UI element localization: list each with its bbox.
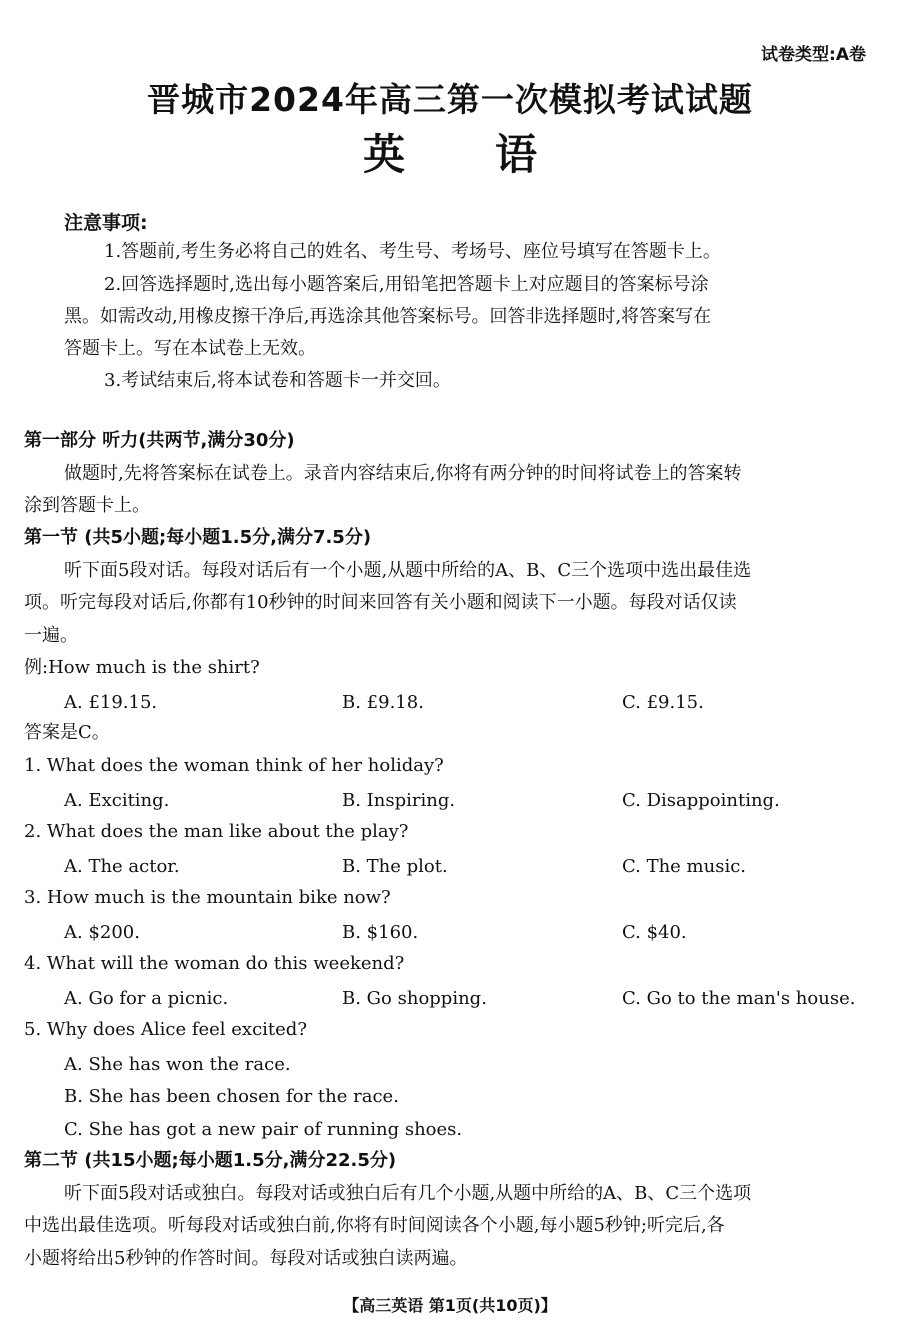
question-4-option-c: C. Go to the man's house. [622,988,856,1009]
question-5-option-a: A. She has won the race. [64,1054,291,1075]
notice-item-3: 3.考试结束后,将本试卷和答题卡一并交回。 [104,370,451,391]
question-2-option-b: B. The plot. [342,856,448,877]
question-5-option-b: B. She has been chosen for the race. [64,1086,399,1107]
question-4-option-a: A. Go for a picnic. [64,988,229,1009]
notice-item-1: 1.答题前,考生务必将自己的姓名、考生号、考场号、座位号填写在答题卡上。 [104,241,721,262]
question-2-option-a: A. The actor. [64,856,180,877]
question-4-option-b: B. Go shopping. [342,988,487,1009]
section1-heading: 第一节 (共5小题;每小题1.5分,满分7.5分) [24,527,372,548]
page-footer: 【高三英语 第1页(共10页)】 [343,1296,557,1315]
question-3-option-b: B. $160. [342,922,419,943]
section1-intro-line-3: 一遍。 [24,625,78,646]
notice-heading: 注意事项: [64,212,148,234]
question-3: 3. How much is the mountain bike now? [24,887,391,908]
question-1: 1. What does the woman think of her holiday? [24,755,444,776]
notice-item-2-line-1: 2.回答选择题时,选出每小题答案后,用铅笔把答题卡上对应题目的答案标号涂 [104,274,709,295]
notice-item-2-line-2: 黑。如需改动,用橡皮擦干净后,再选涂其他答案标号。回答非选择题时,将答案写在 [64,306,712,327]
exam-title: 晋城市2024年高三第一次模拟考试试题 [147,80,753,119]
question-3-option-c: C. $40. [622,922,687,943]
section2-intro-line-3: 小题将给出5秒钟的作答时间。每段对话或独白读两遍。 [24,1248,468,1269]
question-2-option-c: C. The music. [622,856,747,877]
question-4: 4. What will the woman do this weekend? [24,953,405,974]
part1-heading: 第一部分 听力(共两节,满分30分) [24,430,295,451]
question-5-option-c: C. She has got a new pair of running shoes. [64,1119,463,1140]
example-option-c: C. £9.15. [622,692,704,713]
part1-intro-line-1: 做题时,先将答案标在试卷上。录音内容结束后,你将有两分钟的时间将试卷上的答案转 [64,463,742,484]
section2-heading: 第二节 (共15小题;每小题1.5分,满分22.5分) [24,1150,397,1171]
example-answer: 答案是C。 [24,722,110,743]
section2-intro-line-1: 听下面5段对话或独白。每段对话或独白后有几个小题,从题中所给的A、B、C三个选项 [64,1183,752,1204]
notice-item-2-line-3: 答题卡上。写在本试卷上无效。 [64,338,316,359]
example-question: 例:How much is the shirt? [24,657,260,678]
question-1-option-a: A. Exciting. [64,790,170,811]
section1-intro-line-1: 听下面5段对话。每段对话后有一个小题,从题中所给的A、B、C三个选项中选出最佳选 [64,560,752,581]
question-1-option-b: B. Inspiring. [342,790,456,811]
example-option-a: A. £19.15. [64,692,158,713]
question-5: 5. Why does Alice feel excited? [24,1019,307,1040]
paper-type-label: 试卷类型:A卷 [761,45,866,65]
section1-intro-line-2: 项。听完每段对话后,你都有10秒钟的时间来回答有关小题和阅读下一小题。每段对话仅读 [24,592,737,613]
example-option-b: B. £9.18. [342,692,424,713]
exam-subject: 英语 [362,130,627,179]
question-2: 2. What does the man like about the play? [24,821,409,842]
question-3-option-a: A. $200. [64,922,140,943]
question-1-option-c: C. Disappointing. [622,790,780,811]
section2-intro-line-2: 中选出最佳选项。听每段对话或独白前,你将有时间阅读各个小题,每小题5秒钟;听完后,各 [24,1215,725,1236]
part1-intro-line-2: 涂到答题卡上。 [24,495,150,516]
